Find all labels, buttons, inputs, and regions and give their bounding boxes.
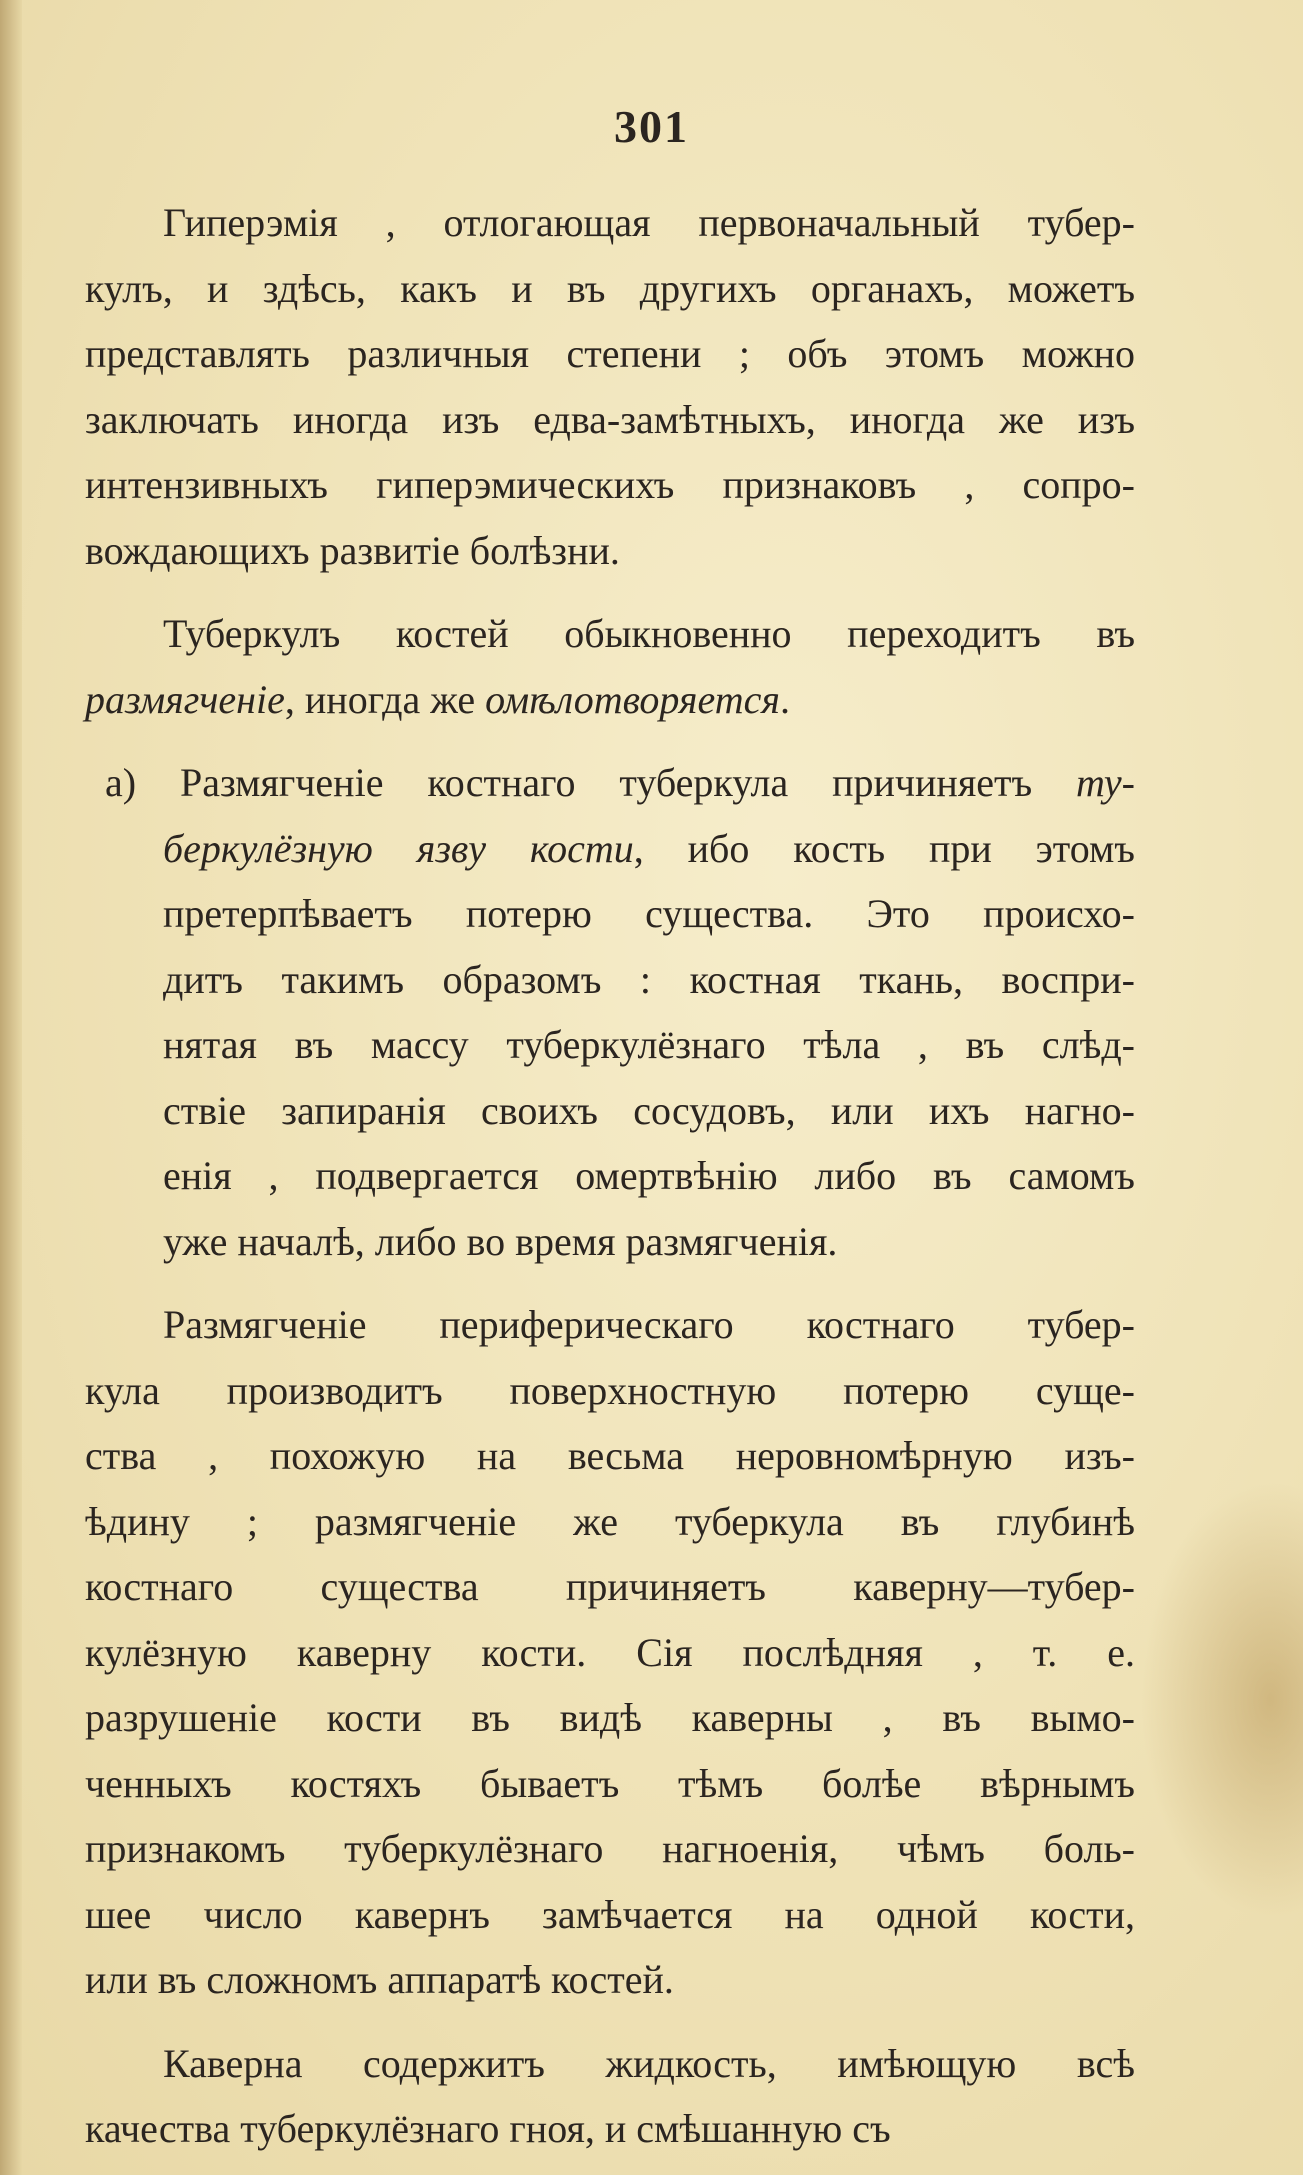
text-span: нятая въ массу туберкулёзнаго тѣла , въ слѣд- (163, 1022, 1135, 1067)
text-span: качества туберкулёзнаго гноя, и смѣшанную съ (85, 2106, 891, 2151)
text-span: заключать иногда изъ едва-замѣтныхъ, иногда же изъ (85, 396, 1135, 442)
text-span: вождающихъ развитіе болѣзни. (85, 527, 620, 573)
text-line (85, 518, 1135, 584)
text-line (85, 1947, 1135, 2013)
text-line (85, 387, 1135, 453)
text-line (85, 881, 1135, 947)
paper-stain (1140, 1480, 1303, 1920)
text-span: кулёзную каверну кости. Сія послѣдняя , т. е. (85, 1629, 1135, 1675)
text-line (85, 816, 1135, 882)
text-line (85, 1012, 1135, 1078)
text-span: интензивныхъ гиперэмическихъ признаковъ , сопро- (85, 462, 1135, 507)
italic-span: ту- (1076, 760, 1135, 805)
text-span: претерпѣваетъ потерю существа. Это происхо- (163, 891, 1135, 936)
paragraph-gap (85, 583, 1135, 601)
text-span: разрушеніе кости въ видѣ каверны , въ вымо- (85, 1695, 1135, 1740)
text-line (85, 750, 1135, 816)
text-line (85, 1751, 1135, 1817)
text-line (85, 1554, 1135, 1620)
italic-span: омѣлотворяется (485, 676, 780, 722)
text-span: Туберкулъ костей обыкновенно переходитъ въ (163, 611, 1135, 656)
text-span: уже началѣ, либо во время размягченія. (163, 1218, 838, 1264)
paragraph-gap (85, 732, 1135, 750)
text-line (85, 321, 1135, 387)
text-span: шее число кавернъ замѣчается на одной кости, (85, 1891, 1135, 1937)
text-line (85, 947, 1135, 1013)
text-span: енія , подвергается омертвѣнію либо въ самомъ (163, 1153, 1135, 1198)
text-span: ствіе запиранія своихъ сосудовъ, или ихъ нагно- (163, 1087, 1135, 1133)
text-line (85, 1489, 1135, 1555)
text-line (85, 1143, 1135, 1209)
paragraph (85, 1292, 1135, 2013)
text-span: , ибо кость при этомъ (633, 825, 1135, 871)
text-line (85, 1685, 1135, 1751)
page-binding-shadow (0, 0, 22, 2175)
text-span: представлять различныя степени ; объ этомъ можно (85, 331, 1135, 376)
text-line (85, 1882, 1135, 1948)
text-span: Каверна содержитъ жидкость, имѣющую всѣ (163, 2040, 1135, 2086)
paragraph-gap (85, 2013, 1135, 2031)
paragraph (85, 601, 1135, 732)
text-span: ченныхъ костяхъ бываетъ тѣмъ болѣе вѣрнымъ (85, 1760, 1135, 1806)
text-span: признакомъ туберкулёзнаго нагноенія, чѣмъ боль- (85, 1826, 1135, 1871)
text-line (85, 256, 1135, 322)
text-span: ѣдину ; размягченіе же туберкула въ глубинѣ (85, 1498, 1135, 1544)
italic-span: беркулёзную язву кости (163, 825, 634, 871)
text-span: кула производитъ поверхностную потерю суще- (85, 1367, 1135, 1413)
text-line (85, 667, 1135, 733)
text-line (85, 1816, 1135, 1882)
paragraph-gap (85, 1274, 1135, 1292)
text-line (85, 1620, 1135, 1686)
page-number: 301 (614, 101, 689, 152)
text-line (85, 1209, 1135, 1275)
text-line (85, 1292, 1135, 1358)
italic-span: размягченіе (85, 676, 285, 722)
paragraph (85, 190, 1135, 583)
text-span: . (779, 676, 790, 722)
text-line (85, 2096, 1135, 2162)
text-span: Гиперэмія , отлогающая первоначальный тубер- (163, 200, 1135, 245)
text-line (85, 190, 1135, 256)
text-span: или въ сложномъ аппаратѣ костей. (85, 1957, 674, 2002)
text-line (85, 1423, 1135, 1489)
text-span: Размягченіе периферическаго костнаго тубер- (163, 1302, 1135, 1347)
paragraph (85, 2031, 1135, 2162)
text-line (85, 601, 1135, 667)
text-line (85, 452, 1135, 518)
text-line (85, 1358, 1135, 1424)
text-span: а) Размягченіе костнаго туберкула причиняетъ (105, 760, 1077, 805)
text-span: кулъ, и здѣсь, какъ и въ другихъ органахъ, можетъ (85, 265, 1135, 311)
text-span: , иногда же (284, 676, 486, 722)
text-span: ства , похожую на весьма неровномѣрную изъ- (85, 1433, 1135, 1478)
text-span: дитъ такимъ образомъ : костная ткань, воспри- (163, 956, 1135, 1002)
paragraph (85, 750, 1135, 1274)
text-line (85, 2031, 1135, 2097)
text-line (85, 1078, 1135, 1144)
text-span: костнаго существа причиняетъ каверну—тубер- (85, 1564, 1135, 1609)
body-text (85, 190, 1135, 2162)
